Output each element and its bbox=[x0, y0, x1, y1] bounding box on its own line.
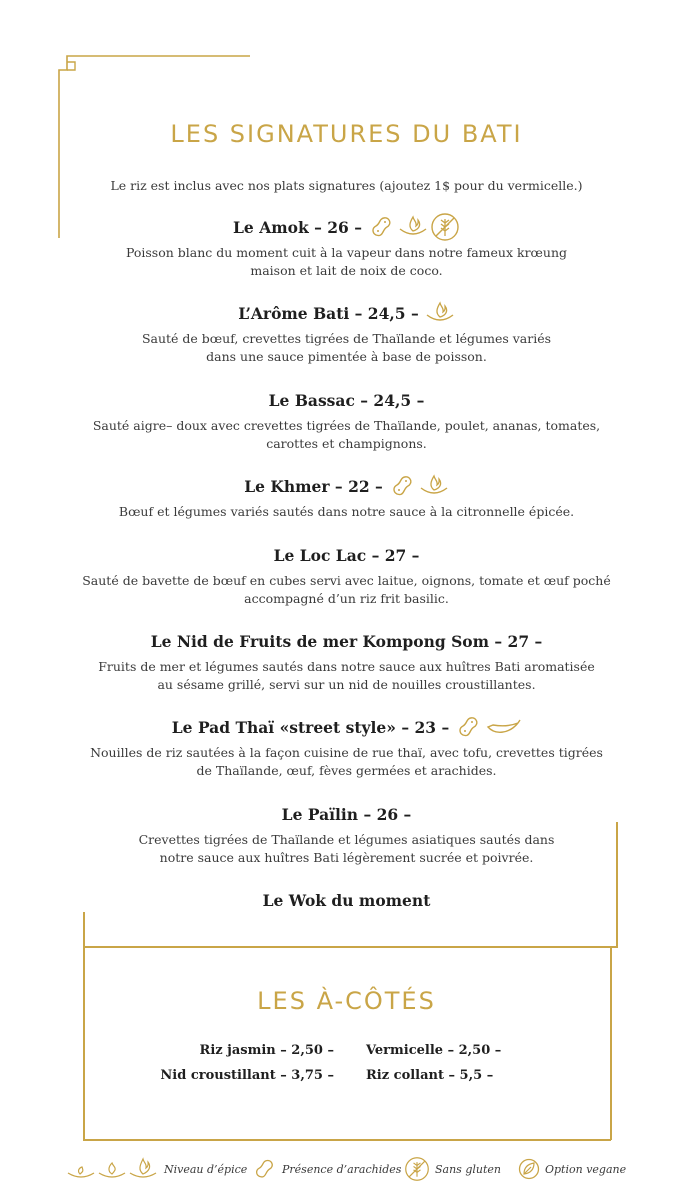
legend-label: Option vegane bbox=[545, 1162, 627, 1176]
sides-title: LES À-CÔTÉS bbox=[257, 987, 436, 1015]
dish-item bbox=[80, 302, 613, 366]
dish-description: Poisson blanc du moment cuit à la vapeur dans notre fameux krœung maison et lait de noix de coco. bbox=[125, 245, 568, 278]
legend-vegan bbox=[518, 1154, 626, 1184]
leaf-icon bbox=[518, 1158, 540, 1180]
dish-description: Bœuf et légumes variés sautés dans notre sauce à la citronnelle épicée. bbox=[118, 504, 575, 519]
dish-description: Sauté aigre– doux avec crevettes tigrées de Thaïlande, poulet, ananas, tomates, carottes et champignons. bbox=[92, 418, 601, 451]
spice-levels-icon bbox=[66, 1155, 161, 1183]
chili-icon bbox=[485, 715, 521, 739]
peanut-icon bbox=[389, 472, 417, 500]
dish-item bbox=[80, 475, 613, 521]
dish-item bbox=[80, 216, 613, 280]
dish-name: Le Pad Thaï «street style» – 23 – bbox=[171, 717, 450, 737]
frame-line-left bbox=[83, 912, 85, 1140]
dish-name: Le Khmer – 22 – bbox=[244, 476, 383, 496]
gluten-free-icon bbox=[404, 1156, 430, 1182]
dish-item bbox=[80, 803, 613, 867]
legend-gluten bbox=[404, 1154, 501, 1184]
frame-line-right bbox=[616, 822, 618, 948]
section-title: LES SIGNATURES DU BATI bbox=[170, 120, 523, 148]
side-item: Vermicelle – 2,50 – bbox=[366, 1043, 502, 1058]
intro-text: Le riz est inclus avec nos plats signatures (ajoutez 1$ pour du vermicelle.) bbox=[110, 178, 583, 193]
dish-name: Le Amok – 26 – bbox=[233, 217, 362, 237]
dish-description: Crevettes tigrées de Thaïlande et légumes asiatiques sautés dans notre sauce aux huîtres Bati légèrement sucrée et poivrée. bbox=[138, 832, 555, 865]
legend-label: Niveau d’épice bbox=[164, 1162, 248, 1176]
dish-name: L’Arôme Bati – 24,5 – bbox=[238, 303, 419, 323]
dish-description: Sauté de bavette de bœuf en cubes servi avec laitue, oignons, tomate et œuf poché accompagné d’un riz frit basilic. bbox=[82, 573, 611, 606]
dish-item bbox=[80, 389, 613, 453]
legend-label: Présence d’arachides bbox=[282, 1162, 402, 1176]
spice-icon bbox=[419, 472, 449, 500]
peanut-icon bbox=[252, 1156, 278, 1182]
dish-name: Le Wok du moment bbox=[262, 890, 431, 910]
dish-name: Le Païlin – 26 – bbox=[281, 804, 412, 824]
peanut-icon bbox=[455, 713, 483, 741]
legend-peanut bbox=[252, 1154, 401, 1184]
side-item: Nid croustillant – 3,75 – bbox=[160, 1068, 334, 1083]
dish-item bbox=[80, 630, 613, 694]
side-item: Riz jasmin – 2,50 – bbox=[199, 1043, 334, 1058]
legend-label: Sans gluten bbox=[435, 1162, 501, 1176]
gluten-free-icon bbox=[430, 212, 460, 242]
dish-name: Le Bassac – 24,5 – bbox=[268, 390, 425, 410]
spice-icon bbox=[398, 213, 428, 241]
dish-item bbox=[80, 716, 613, 780]
dish-item bbox=[80, 544, 613, 608]
side-item: Riz collant – 5,5 – bbox=[366, 1068, 494, 1083]
dish-name: Le Nid de Fruits de mer Kompong Som – 27 – bbox=[150, 631, 543, 651]
dish-description: Fruits de mer et légumes sautés dans notre sauce aux huîtres Bati aromatisée au sésame grillé, servi sur un nid de nouilles croustillantes. bbox=[98, 659, 595, 692]
peanut-icon bbox=[368, 213, 396, 241]
frame-line-right-lower bbox=[610, 948, 612, 1140]
dish-name: Le Loc Lac – 27 – bbox=[273, 545, 420, 565]
dish-description: Nouilles de riz sautées à la façon cuisine de rue thaï, avec tofu, crevettes tigrées de Thaïlande, œuf, fèves germées et arachides. bbox=[90, 745, 603, 778]
dish-item bbox=[80, 889, 613, 911]
dish-description: Sauté de bœuf, crevettes tigrées de Thaïlande et légumes variés dans une sauce pimentée à base de poisson. bbox=[141, 331, 552, 364]
frame-line-middle bbox=[83, 946, 617, 948]
legend-spice bbox=[66, 1154, 247, 1184]
frame-line-bottom bbox=[83, 1139, 611, 1141]
spice-icon bbox=[425, 299, 455, 327]
